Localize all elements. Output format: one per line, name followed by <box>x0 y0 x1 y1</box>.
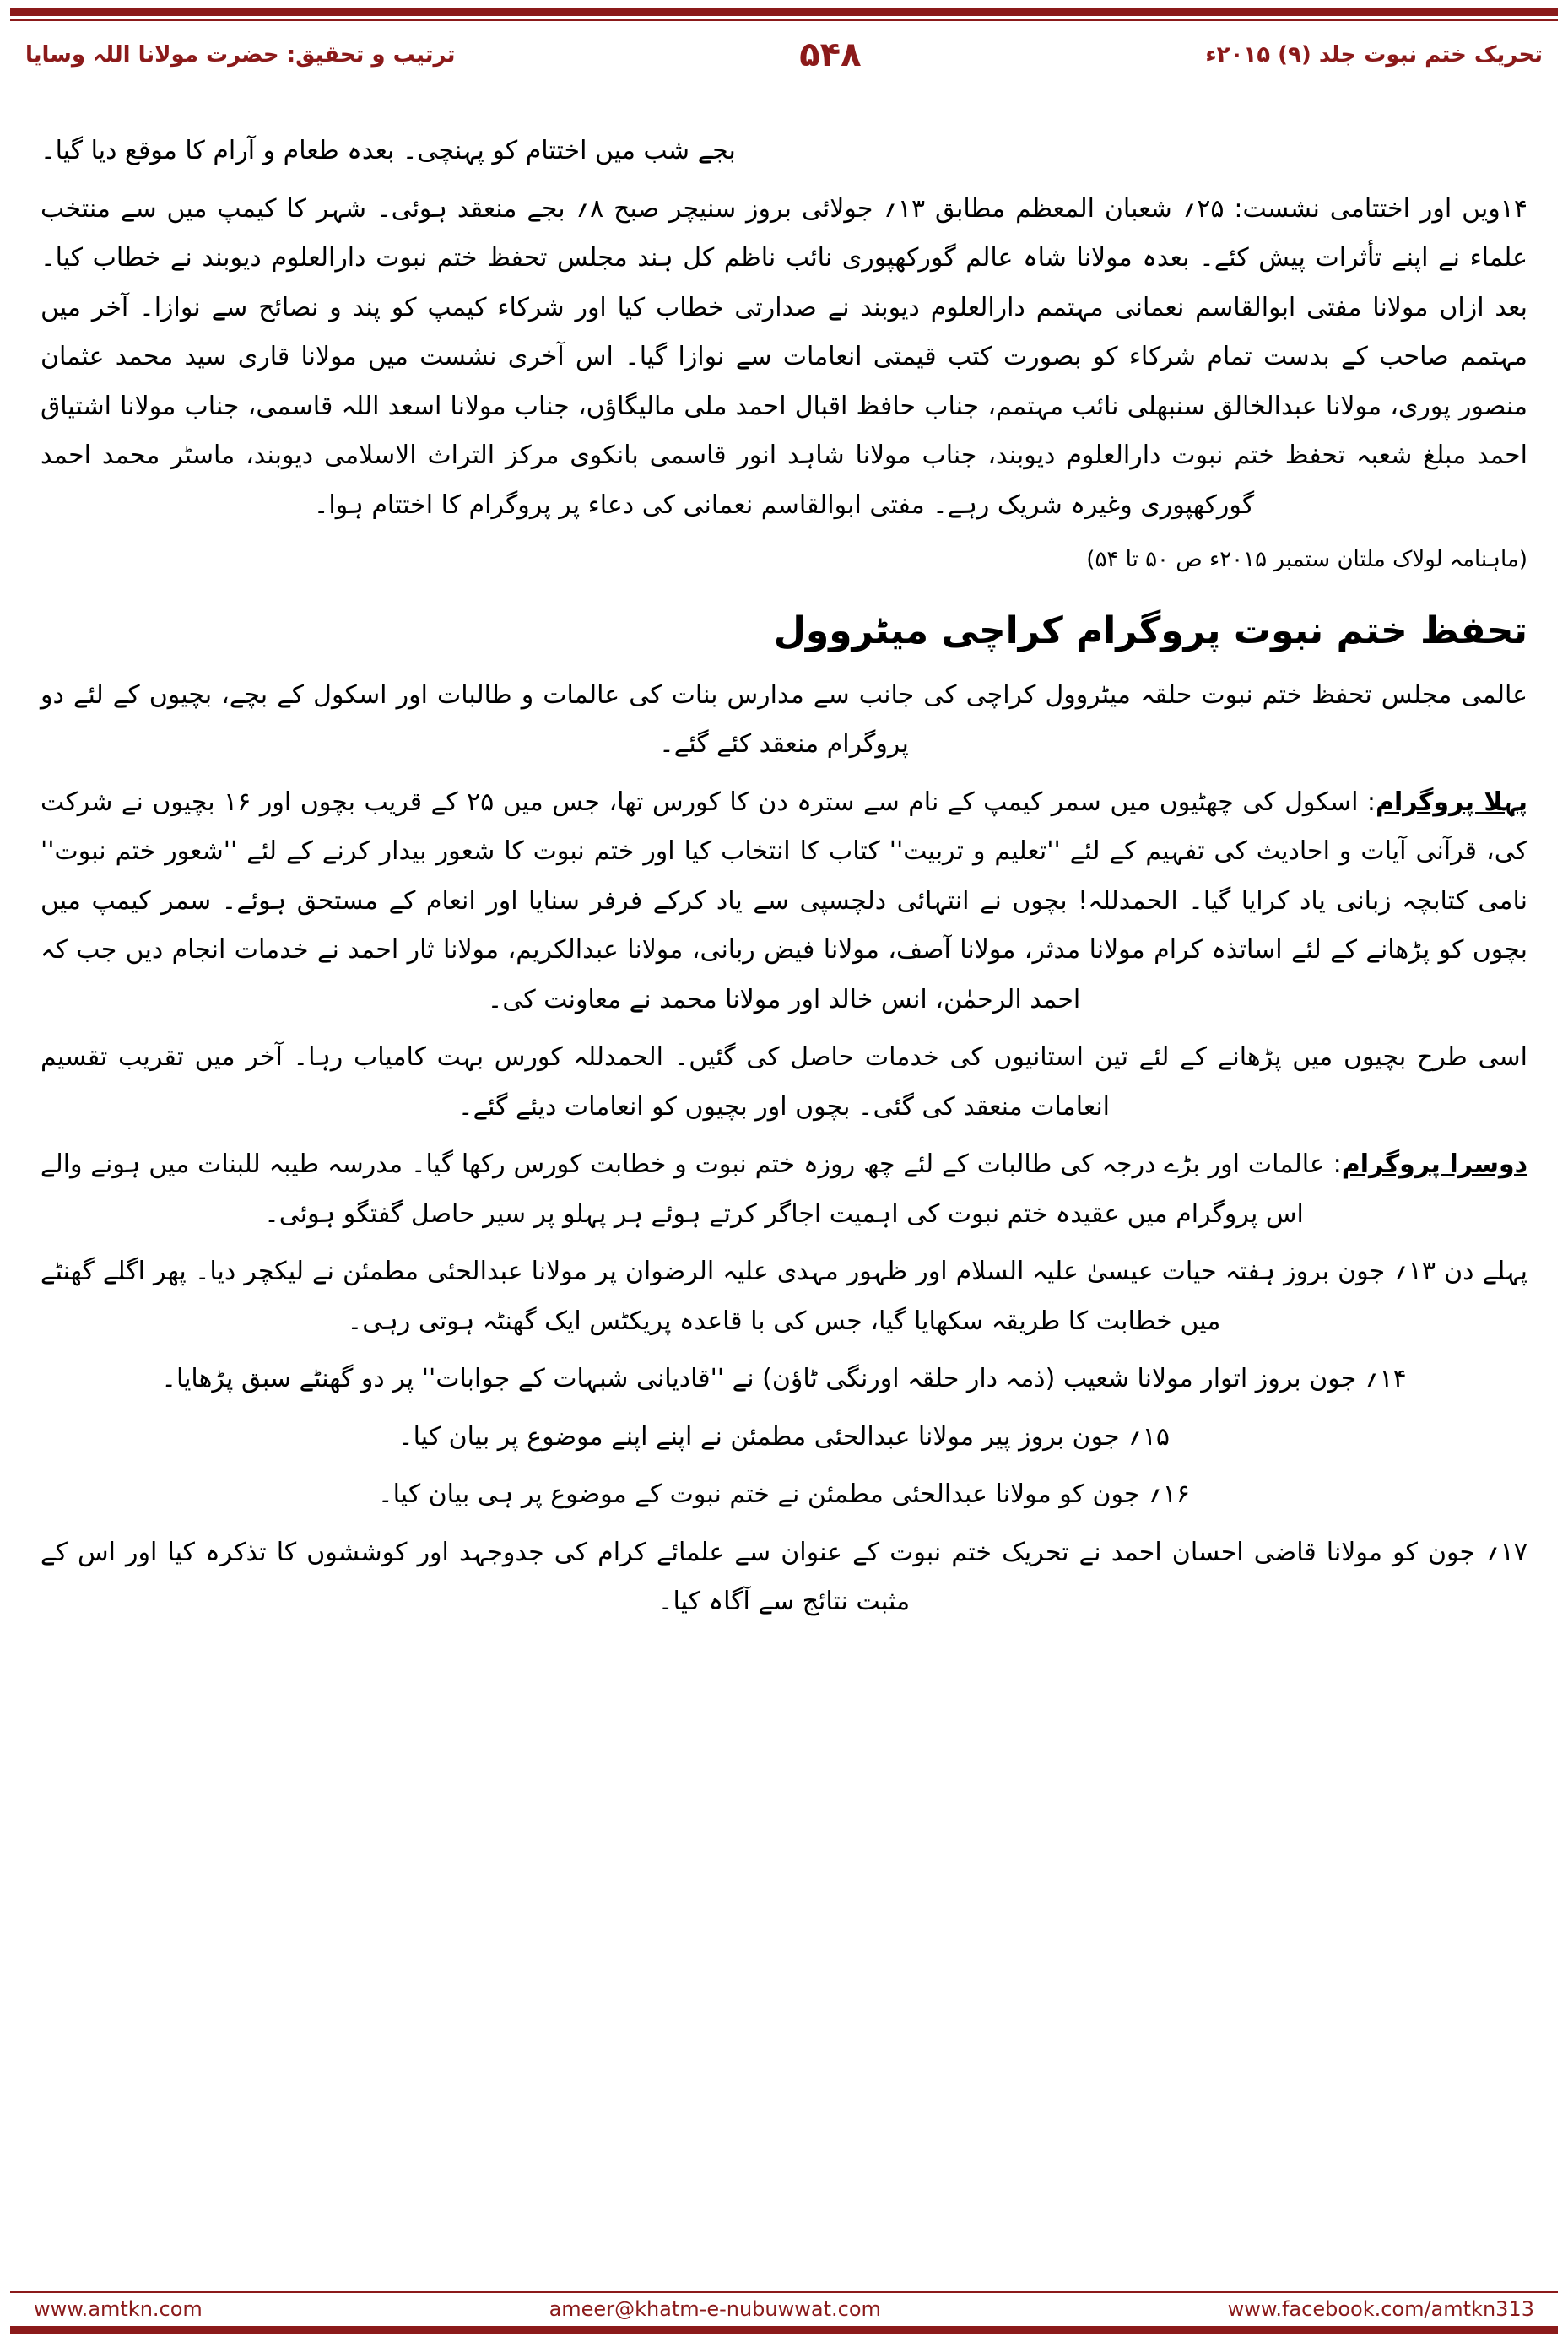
paragraph-1: بجے شب میں اختتام کو پہنچی۔ بعدہ طعام و آرام کا موقع دیا گیا۔ <box>41 136 736 165</box>
paragraph-2-source-row <box>41 538 1527 581</box>
paragraph-3: عالمی مجلس تحفظ ختم نبوت حلقہ میٹروول کراچی کی جانب سے مدارس بنات کی عالمات و طالبات اور اسکول کے بچے، بچیوں کے لئے دو پروگرام منعقد کئے گئے۔ <box>41 679 1527 760</box>
page-footer <box>34 2293 1534 2325</box>
paragraph-11: ۱۷؍ جون کو مولانا قاضی احسان احمد نے تحریک ختم نبوت کے عنوان سے علمائے کرام کی جدوجہد اور کوششوں کا تذکرہ کیا اور اس کے مثبت نتائج سے آگاہ کیا۔ <box>41 1537 1527 1617</box>
paragraph-8: ۱۴؍ جون بروز اتوار مولانا شعیب (ذمہ دار حلقہ اورنگی ٹاؤن) نے ''قادیانی شبہات کے جوابات'' پر دو گھنٹے سبق پڑھایا۔ <box>161 1364 1407 1394</box>
footer-bottom-rule <box>10 2326 1558 2334</box>
paragraph-9: ۱۵؍ جون بروز پیر مولانا عبدالحئی مطمئن نے اپنے اپنے موضوع پر بیان کیا۔ <box>398 1421 1170 1452</box>
header-editor-credit: ترتیب و تحقیق: حضرت مولانا اللہ وسایا <box>25 42 456 68</box>
paragraph-6-label: دوسرا پروگرام <box>1341 1149 1528 1180</box>
paragraph-2: ۱۴ویں اور اختتامی نشست: ۲۵؍ شعبان المعظم مطابق ۱۳؍ جولائی بروز سنیچر صبح ۸؍ بجے منعقد ہوئی۔ شہر کا کیمپ میں سے منتخب علماء نے اپنے تأثرات پیش کئے۔ بعدہ مولانا شاہ عالم گورکھپوری نائب ناظم کل ہند مجلس تحفظ ختم نبوت دارالعلوم دیوبند نے خطاب کیا۔ بعد ازاں مولانا مفتی ابوالقاسم نعمانی مہتمم دارالعلوم دیوبند نے صدارتی خطاب کیا اور شرکاء کیمپ کو پند و نصائح سے نوازا۔ آخر میں مہتمم صاحب کے بدست تمام شرکاء کو بصورت کتب قیمتی انعامات سے نوازا گیا۔ اس آخری نشست میں مولانا قاری سید محمد عثمان منصور پوری، مولانا عبدالخالق سنبھلی نائب مہتمم، جناب حافظ اقبال احمد ملی مالیگاؤں، جناب مولانا اسعد اللہ قاسمی، جناب مولانا اشتیاق احمد مبلغ شعبہ تحفظ ختم نبوت دارالعلوم دیوبند، جناب مولانا شاہد انور قاسمی بانکوی مرکز التراث الاسلامی دیوبند، ماسٹر محمد احمد گورکھپوری وغیرہ شریک رہے۔ مفتی ابوالقاسم نعمانی کی دعاء پر پروگرام کا اختتام ہوا۔ <box>41 193 1527 520</box>
paragraph-4-label: پہلا پروگرام <box>1376 787 1527 817</box>
source-citation: (ماہنامہ لولاک ملتان ستمبر ۲۰۱۵ء ص ۵۰ تا ۵۴) <box>1086 547 1527 572</box>
paragraph-7: پہلے دن ۱۳؍ جون بروز ہفتہ حیات عیسیٰ علیہ السلام اور ظہور مہدی علیہ الرضوان پر مولانا عبدالحئی مطمئن نے لیکچر دیا۔ پھر اگلے گھنٹے میں خطابت کا طریقہ سکھایا گیا، جس کی با قاعدہ پریکٹس ایک گھنٹہ ہوتی رہی۔ <box>41 1257 1527 1336</box>
paragraph-4-text: : اسکول کی چھٹیوں میں سمر کیمپ کے نام سے سترہ دن کا کورس تھا، جس میں ۲۵ کے قریب بچوں اور ۱۶ بچیوں نے شرکت کی، قرآنی آیات و احادیث کی تفہیم کے لئے ''تعلیم و تربیت'' کتاب کا انتخاب کیا اور ختم نبوت کا شعور بیدار کرنے کے لئے ''شعور ختم نبوت'' نامی کتابچہ زبانی یاد کرایا گیا۔ الحمدللہ! بچوں نے انتہائی دلچسپی سے یاد کرکے فرفر سنایا اور انعام کے مستحق ہوئے۔ سمر کیمپ میں بچوں کو پڑھانے کے لئے اساتذہ کرام مولانا مدثر، مولانا آصف، مولانا فیض ربانی، مولانا عبدالکریم، مولانا ثار احمد نے خدمات انجام دیں جب کہ احمد الرحمٰن، انس خالد اور مولانا محمد نے معاونت کی۔ <box>41 787 1527 1014</box>
page-number: ۵۴۸ <box>799 35 862 74</box>
header-top-rule <box>10 8 1558 16</box>
footer-email[interactable]: ameer@khatm-e-nubuwwat.com <box>549 2297 881 2321</box>
footer-facebook-link[interactable]: www.facebook.com/amtkn313 <box>1227 2297 1534 2321</box>
paragraph-5: اسی طرح بچیوں میں پڑھانے کے لئے تین استانیوں کی خدمات حاصل کی گئیں۔ الحمدللہ کورس بہت کامیاب رہا۔ آخر میں تقریب تقسیم انعامات منعقد کی گئی۔ بچوں اور بچیوں کو انعامات دیئے گئے۔ <box>41 1042 1527 1122</box>
page-content <box>41 127 1527 2215</box>
footer-website-link[interactable]: www.amtkn.com <box>34 2297 203 2321</box>
paragraph-6 <box>41 1140 1527 1239</box>
paragraph-6-text: : عالمات اور بڑے درجہ کی طالبات کے لئے چھ روزہ ختم نبوت و خطابت کورس رکھا گیا۔ مدرسہ طیبہ للبنات میں ہونے والے اس پروگرام میں عقیدہ ختم نبوت کی اہمیت اجاگر کرتے ہوئے ہر پہلو پر سیر حاصل گفتگو ہوئی۔ <box>41 1149 1342 1229</box>
paragraph-4 <box>41 778 1527 1025</box>
section-heading: تحفظ ختم نبوت پروگرام کراچی میٹروول <box>773 608 1527 652</box>
paragraph-10: ۱۶؍ جون کو مولانا عبدالحئی مطمئن نے ختم نبوت کے موضوع پر ہی بیان کیا۔ <box>378 1479 1190 1510</box>
page-header <box>25 25 1543 84</box>
header-book-title: تحریک ختم نبوت جلد (۹) ۲۰۱۵ء <box>1205 42 1543 68</box>
